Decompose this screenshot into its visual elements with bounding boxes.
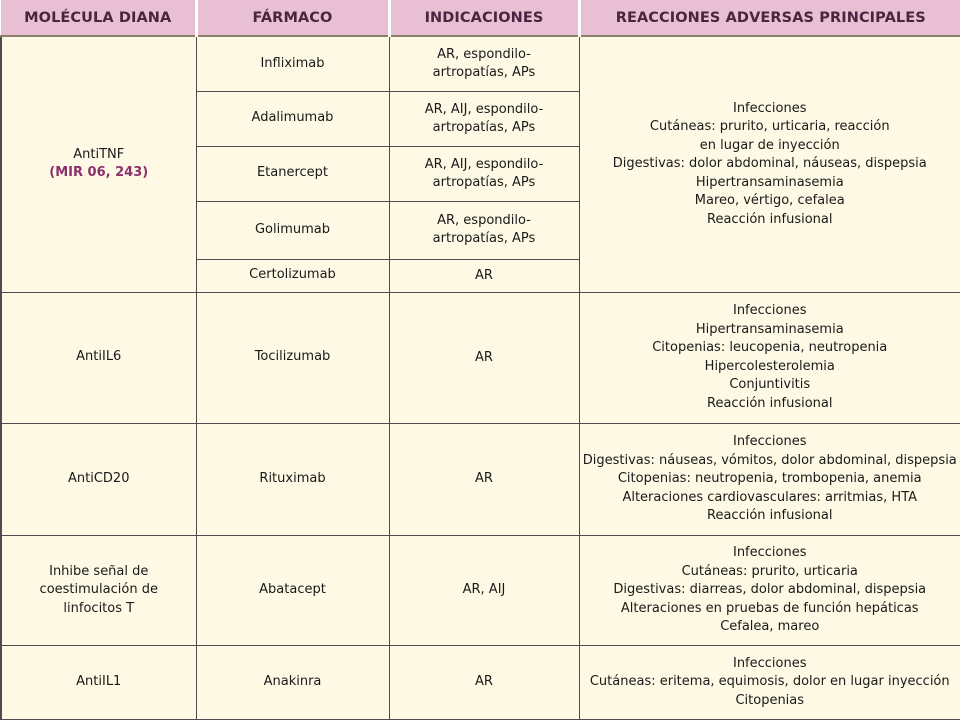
table-row [1, 423, 960, 535]
indications-cell [389, 91, 579, 146]
adverse-line: Infecciones [732, 434, 807, 450]
adverse-line: Alteraciones cardiovasculares: arritmias, HTA [622, 489, 918, 505]
adverse-cell-abatacept [579, 535, 960, 645]
indications-cell [389, 146, 579, 201]
adverse-line: en lugar de inyección [699, 137, 840, 153]
indication-line: AR, espondilo- [437, 213, 531, 229]
adverse-line: Reacción infusional [707, 211, 833, 227]
molecule-line: Inhibe señal de [49, 563, 149, 579]
indication-line: artropatías, APs [432, 119, 536, 135]
adverse-line: Mareo, vértigo, cefalea [694, 193, 845, 209]
adverse-line: Reacción infusional [707, 395, 833, 411]
indication-line: artropatías, APs [432, 64, 536, 80]
adverse-cell-antiil1 [579, 645, 960, 719]
indications-cell: AR [389, 423, 579, 535]
adverse-line: Cefalea, mareo [720, 619, 820, 635]
drug-name: Tocilizumab [196, 292, 389, 423]
adverse-line: Hipercolesterolemia [704, 358, 835, 374]
indication-line: artropatías, APs [432, 174, 536, 190]
adverse-line: Cutáneas: eritema, equimosis, dolor en lugar inyección [589, 674, 950, 690]
drug-name: Certolizumab [196, 259, 389, 292]
header-row [1, 0, 960, 36]
adverse-line: Citopenias: neutropenia, trombopenia, anemia [617, 471, 922, 487]
header-indications: INDICACIONES [389, 0, 579, 36]
adverse-line: Conjuntivitis [729, 377, 811, 393]
adverse-line: Infecciones [732, 303, 807, 319]
adverse-line: Cutáneas: prurito, urticaria [681, 563, 858, 579]
header-drug: FÁRMACO [196, 0, 389, 36]
drug-name: Anakinra [196, 645, 389, 719]
drug-name: Infliximab [196, 36, 389, 91]
indication-line: AR, espondilo- [437, 46, 531, 62]
molecule-cell-anticd20: AntiCD20 [1, 423, 196, 535]
adverse-line: Hipertransaminasemia [695, 174, 844, 190]
drug-name: Rituximab [196, 423, 389, 535]
adverse-line: Digestivas: náuseas, vómitos, dolor abdominal, dispepsia [582, 452, 957, 468]
indication-line: AR, AIJ, espondilo- [424, 101, 544, 117]
adverse-line: Infecciones [732, 100, 807, 116]
indication-line: artropatías, APs [432, 231, 536, 247]
molecule-name: AntiTNF [73, 146, 125, 162]
indications-cell: AR [389, 645, 579, 719]
molecule-line: coestimulación de [39, 582, 158, 598]
indications-cell [389, 201, 579, 259]
mir-reference: (MIR 06, 243) [49, 165, 149, 181]
table-row [1, 535, 960, 645]
adverse-cell-antiil6 [579, 292, 960, 423]
table-row [1, 36, 960, 91]
adverse-line: Digestivas: dolor abdominal, náuseas, dispepsia [612, 156, 927, 172]
adverse-line: Citopenias: leucopenia, neutropenia [652, 340, 888, 356]
molecule-line: linfocitos T [63, 600, 135, 616]
adverse-line: Cutáneas: prurito, urticaria, reacción [649, 119, 890, 135]
adverse-line: Citopenias [735, 692, 805, 708]
table-row [1, 292, 960, 423]
drug-name: Abatacept [196, 535, 389, 645]
molecule-cell-antiil6: AntiIL6 [1, 292, 196, 423]
drug-name: Etanercept [196, 146, 389, 201]
molecule-cell-antitnf [1, 36, 196, 292]
indication-line: AR, AIJ, espondilo- [424, 156, 544, 172]
adverse-line: Hipertransaminasemia [695, 321, 844, 337]
indications-cell: AR [389, 292, 579, 423]
adverse-line: Infecciones [732, 655, 807, 671]
adverse-line: Infecciones [732, 545, 807, 561]
header-adverse-reactions: REACCIONES ADVERSAS PRINCIPALES [579, 0, 960, 36]
adverse-cell-anticd20 [579, 423, 960, 535]
adverse-line: Digestivas: diarreas, dolor abdominal, dispepsia [613, 582, 927, 598]
adverse-line: Reacción infusional [707, 508, 833, 524]
drug-name: Golimumab [196, 201, 389, 259]
indications-cell [389, 36, 579, 91]
drug-name: Adalimumab [196, 91, 389, 146]
adverse-line: Alteraciones en pruebas de función hepáticas [620, 600, 919, 616]
adverse-cell-antitnf [579, 36, 960, 292]
molecule-cell-costimulation [1, 535, 196, 645]
table-row [1, 645, 960, 719]
molecule-cell-antiil1: AntiIL1 [1, 645, 196, 719]
indications-cell: AR, AIJ [389, 535, 579, 645]
indications-cell: AR [389, 259, 579, 292]
header-molecule: MOLÉCULA DIANA [1, 0, 196, 36]
